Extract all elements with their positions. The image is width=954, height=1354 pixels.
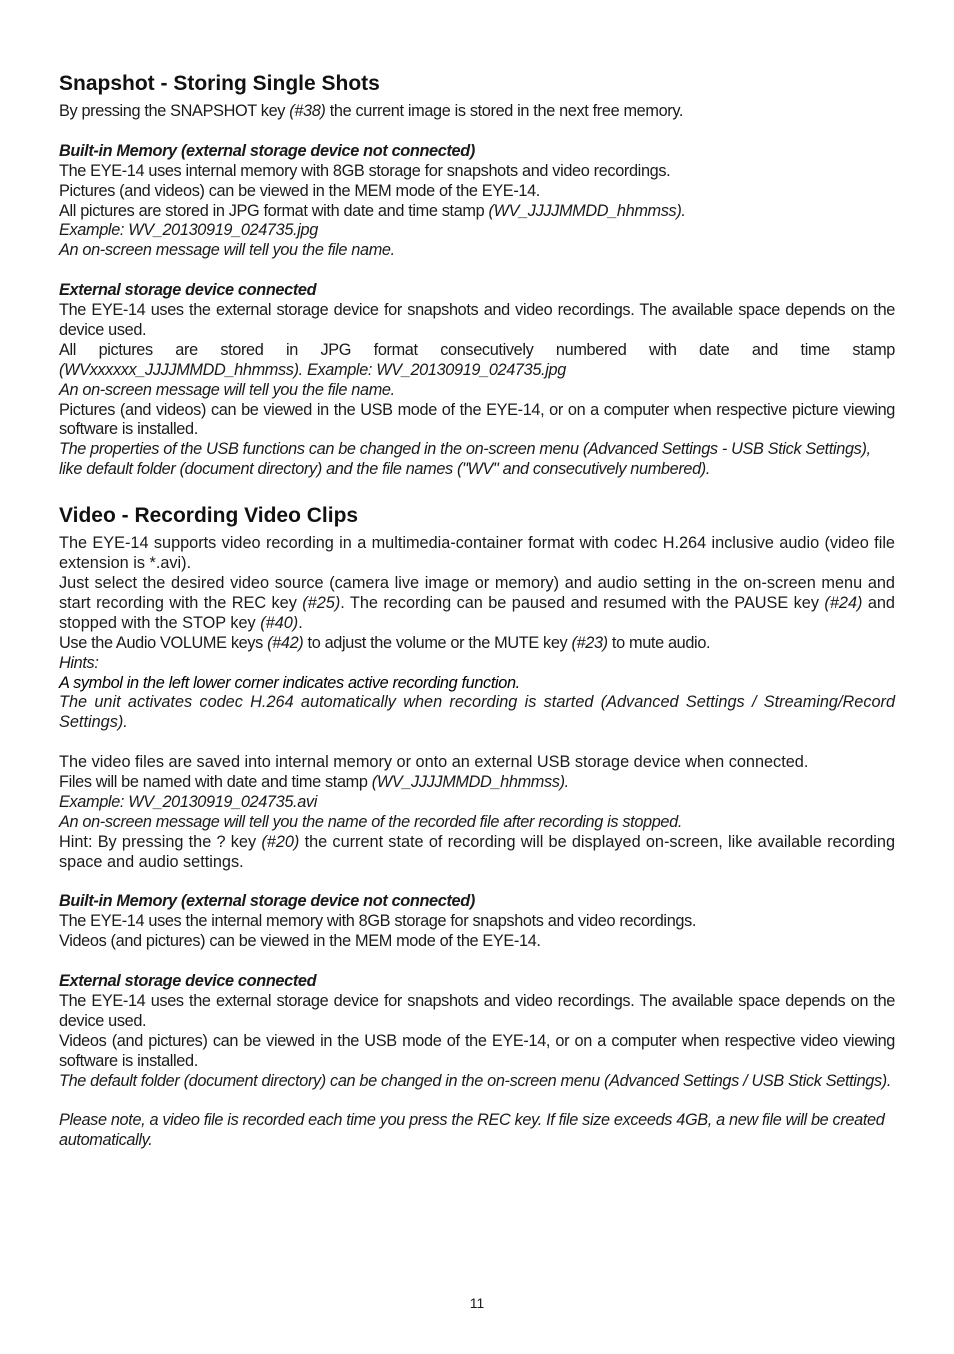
video-external-para: Videos (and pictures) can be viewed in the USB mode of the EYE-14, or on a computer when respective video viewing software is installed. [59,1031,895,1070]
snapshot-builtin-message: An on-screen message will tell you the file name. [59,241,395,260]
snapshot-external-para: Pictures (and videos) can be viewed in the USB mode of the EYE-14, or on a computer when respective picture viewing software is installed. [59,400,895,439]
video-pause-text: . The recording can be paused and resumed with the PAUSE key [340,593,825,612]
snapshot-builtin-line [59,202,895,222]
video-stop-text: and stopped with the STOP key [59,593,895,632]
video-section [59,502,895,1151]
video-external-para: The EYE-14 uses the external storage device for snapshots and video recordings. The available space depends on the device used. [59,991,895,1030]
video-message: An on-screen message will tell you the name of the recorded file after recording is stopped. [59,812,683,831]
section-spacer [59,480,895,502]
document-page [59,70,895,1151]
video-filename-pattern: (WV_JJJJMMDD_hhmmss). [371,773,569,792]
video-rec-key-ref: (#25) [302,593,341,612]
snapshot-heading: Snapshot - Storing Single Shots [59,72,380,95]
video-para [59,634,895,654]
video-stop-key-ref: (#40) [260,613,299,632]
video-rec-text: Just select the desired video source (camera live image or memory) and audio setting in the on-screen menu and start recording with the REC key [59,574,895,612]
snapshot-builtin-title: Built-in Memory (external storage device not connected) [59,141,475,160]
video-hint-text: Hint: By pressing the ? key [59,832,262,851]
snapshot-external-properties: The properties of the USB functions can be changed in the on-screen menu (Advanced Settings - USB Stick Settings), like default folder (document directory) and the file names ("WV" and consecutively numbered). [59,440,871,479]
video-save-para [59,773,895,793]
video-filename-text: Files will be named with date and time stamp [59,773,372,792]
snapshot-external-format-pattern: (WVxxxxxx_JJJJMMDD_hhmmss) [59,360,299,379]
snapshot-external-message: An on-screen message will tell you the file name. [59,380,395,399]
video-mute-text: to adjust the volume or the MUTE key [303,633,572,652]
snapshot-external-example: . Example: WV_20130919_024735.jpg [298,360,566,379]
snapshot-external-format-text: All pictures are stored in JPG format consecutively numbered with date and time stamp [59,340,895,359]
snapshot-format-pattern: (WV_JJJJMMDD_hhmmss). [488,201,686,220]
video-mute-text-end: to mute audio. [607,633,711,652]
video-external-default-folder: The default folder (document directory) can be changed in the on-screen menu (Advanced Settings / USB Stick Settings). [59,1071,892,1090]
video-hint-key-ref: (#20) [261,832,300,851]
video-heading: Video - Recording Video Clips [59,504,359,528]
video-para [59,574,895,634]
video-hint: A symbol in the left lower corner indicates active recording function. [59,673,520,692]
snapshot-builtin-line: Pictures (and videos) can be viewed in the MEM mode of the EYE-14. [59,181,540,200]
snapshot-external-para [59,341,895,381]
video-pause-key-ref: (#24) [824,593,863,612]
video-volume-text: Use the Audio VOLUME keys [59,633,268,652]
spacer [59,122,895,142]
video-external-title: External storage device connected [59,972,317,991]
video-mute-key-ref: (#23) [571,633,608,652]
snapshot-format-text: All pictures are stored in JPG format with date and time stamp [59,201,489,220]
snapshot-key-ref: (#38) [289,102,326,120]
video-period: . [298,613,303,632]
video-volume-key-ref: (#42) [267,633,304,652]
spacer [59,261,895,281]
spacer [59,1092,895,1112]
snapshot-external-title: External storage device connected [59,281,317,300]
video-hints-label: Hints: [59,653,99,672]
snapshot-external-para: The EYE-14 uses the external storage device for snapshots and video recordings. The available space depends on the device used. [59,301,895,339]
spacer [59,952,895,972]
spacer [59,733,895,753]
video-hint-text-end: the current state of recording will be displayed on-screen, like available recording space and audio settings. [59,832,896,871]
video-builtin-title: Built-in Memory (external storage device not connected) [59,892,475,911]
snapshot-intro-text-end: the current image is stored in the next free memory. [325,102,684,120]
snapshot-section [59,70,895,480]
video-builtin-line: Videos (and pictures) can be viewed in the MEM mode of the EYE-14. [59,932,541,951]
spacer [59,873,895,893]
snapshot-builtin-line: The EYE-14 uses internal memory with 8GB storage for snapshots and video recordings. [59,161,671,180]
video-save-para: The video files are saved into internal memory or onto an external USB storage device when connected. [59,753,809,772]
snapshot-builtin-example: Example: WV_20130919_024735.jpg [59,221,318,240]
video-hint: The unit activates codec H.264 automatically when recording is started (Advanced Settings / Streaming/Record Settings). [59,693,895,732]
video-example: Example: WV_20130919_024735.avi [59,792,317,811]
snapshot-intro [59,102,895,122]
video-builtin-line: The EYE-14 uses the internal memory with 8GB storage for snapshots and video recordings. [59,912,697,931]
page-number: 11 [469,1295,485,1311]
video-para: The EYE-14 supports video recording in a multimedia-container format with codec H.264 inclusive audio (video file extension is *.avi). [59,534,895,573]
video-save-para [59,833,895,873]
snapshot-intro-text: By pressing the SNAPSHOT key [59,102,290,120]
video-note: Please note, a video file is recorded each time you press the REC key. If file size exceeds 4GB, a new file will be created automatically. [59,1111,885,1150]
